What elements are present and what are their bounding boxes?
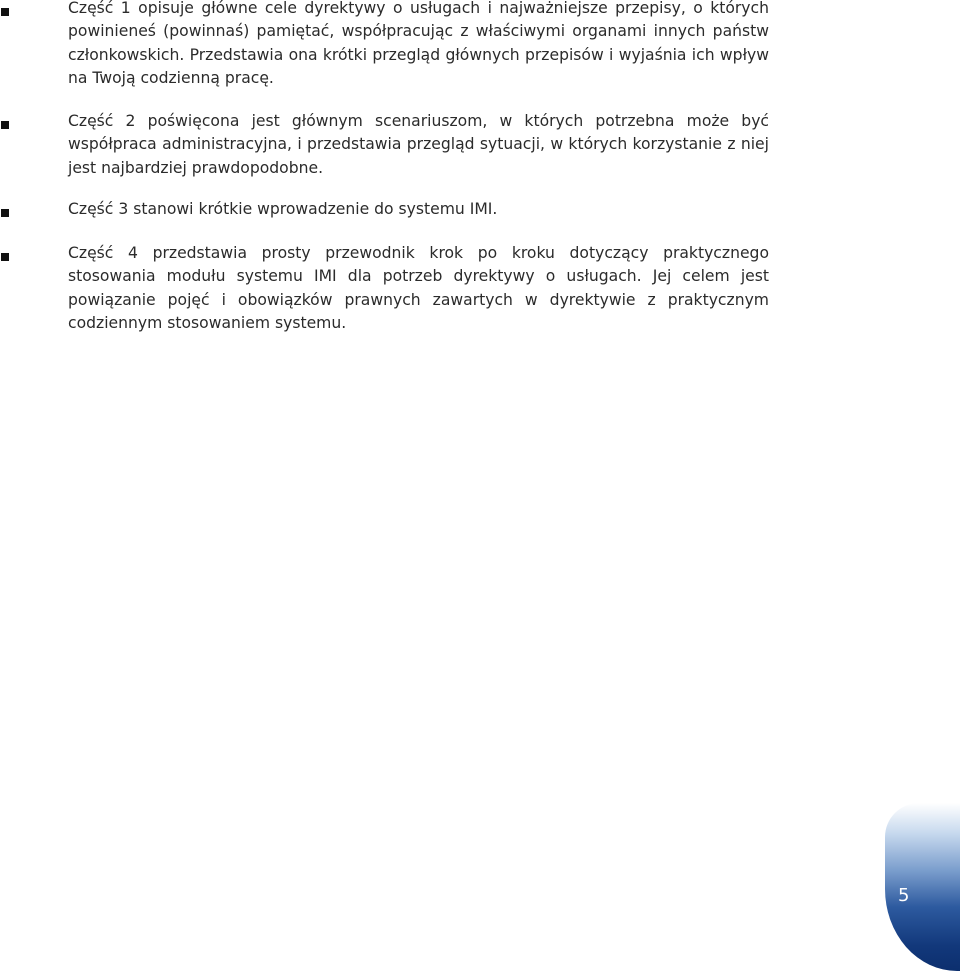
square-bullet-icon — [1, 209, 9, 217]
part-4-description: Część 4 przedstawia prosty przewodnik krok po kroku dotyczący praktycznego stosowania modułu systemu IMI dla potrzeb dyrektywy o usługach. Jej celem jest powiązanie pojęć i obowiązków prawnych zawartych w dyrektywie z praktycznym codziennym stosowaniem systemu. — [68, 244, 769, 332]
page-corner-tab — [885, 803, 960, 971]
square-bullet-icon — [1, 253, 9, 261]
square-bullet-icon — [1, 8, 9, 16]
page-number: 5 — [898, 885, 910, 906]
square-bullet-icon — [1, 121, 9, 129]
part-2-description: Część 2 poświęcona jest głównym scenariuszom, w których potrzebna może być współpraca administracyjna, i przedstawia przegląd sytuacji, w których korzystanie z niej jest najbardziej prawdopodobne. — [68, 112, 769, 177]
part-1-description: Część 1 opisuje główne cele dyrektywy o usługach i najważniejsze przepisy, o których powinieneś (powinnaś) pamiętać, współpracując z właściwymi organami innych państw członkowskich. Przedstawia ona krótki przegląd głównych przepisów i wyjaśnia ich wpływ na Twoją codzienną pracę. — [68, 0, 769, 87]
part-3-description: Część 3 stanowi krótkie wprowadzenie do systemu IMI. — [68, 200, 498, 218]
